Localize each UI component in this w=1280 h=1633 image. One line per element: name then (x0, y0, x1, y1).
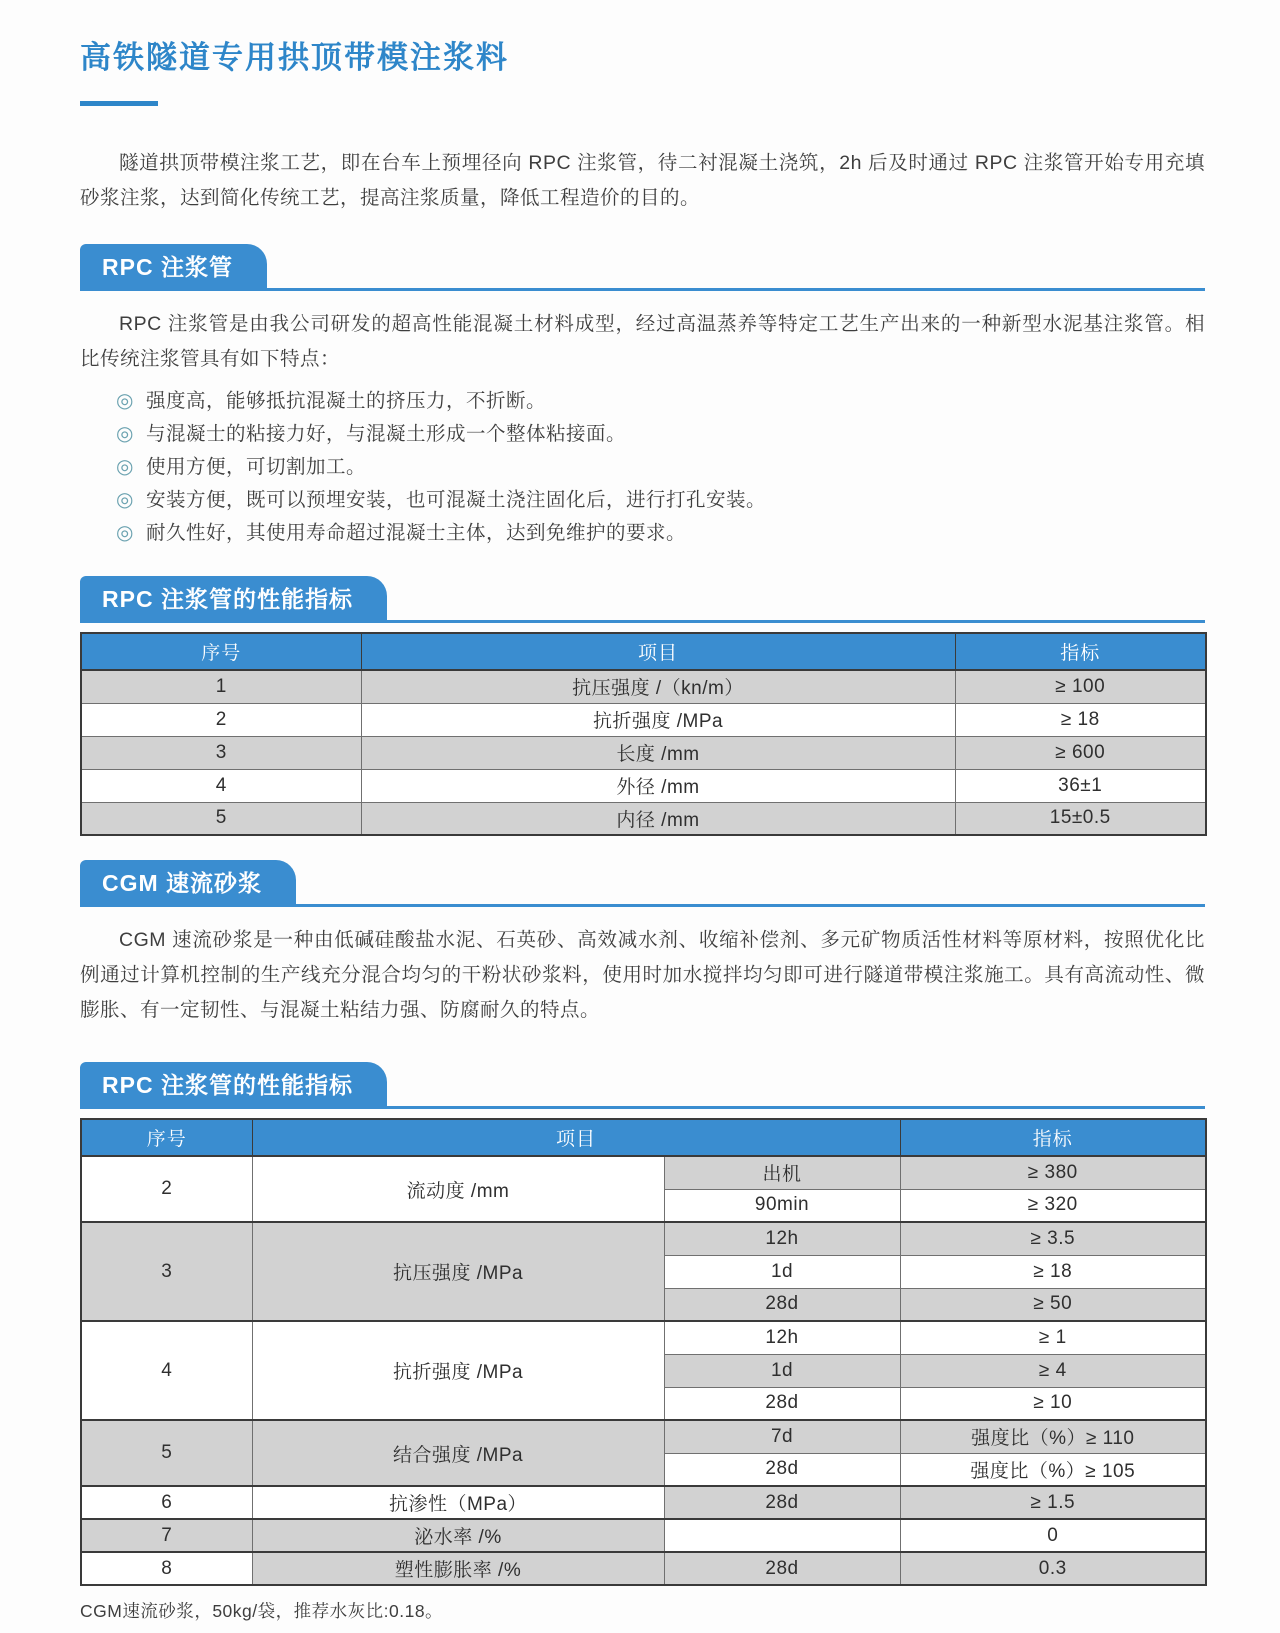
cell-num: 1 (81, 670, 361, 703)
table-header-row (81, 1119, 1206, 1156)
table-row (81, 1156, 1206, 1189)
column-header: 序号 (81, 633, 361, 670)
cell-item: 抗折强度 /MPa (361, 703, 955, 736)
cell-item: 抗压强度 /MPa (252, 1222, 664, 1321)
feature-item (80, 484, 1205, 517)
cell-time: 1d (664, 1255, 900, 1288)
cell-item: 抗折强度 /MPa (252, 1321, 664, 1420)
cell-value: ≥ 100 (955, 670, 1206, 703)
table-row (81, 670, 1206, 703)
intro-paragraph: 隧道拱顶带模注浆工艺，即在台车上预埋径向 RPC 注浆管，待二衬混凝土浇筑，2h 后及时通过 RPC 注浆管开始专用充填砂浆注浆，达到简化传统工艺，提高注浆质量，降低工程造价的目的。 (80, 152, 1205, 209)
cell-value: ≥ 320 (900, 1189, 1206, 1222)
cell-value: ≥ 50 (900, 1288, 1206, 1321)
table-row (81, 1519, 1206, 1552)
section-banner-label: RPC 注浆管的性能指标 (80, 1062, 387, 1106)
cell-num: 6 (81, 1486, 252, 1519)
cell-time: 90min (664, 1189, 900, 1222)
cell-time: 1d (664, 1354, 900, 1387)
rpc-pipe-paragraph: RPC 注浆管是由我公司研发的超高性能混凝土材料成型，经过高温蒸养等特定工艺生产出来的一种新型水泥基注浆管。相比传统注浆管具有如下特点： (80, 313, 1205, 370)
cell-value: ≥ 380 (900, 1156, 1206, 1189)
cell-value: 0 (900, 1519, 1206, 1552)
cell-num: 7 (81, 1519, 252, 1552)
table-row (81, 703, 1206, 736)
table-body (81, 670, 1206, 835)
cell-value: 强度比（%）≥ 105 (900, 1453, 1206, 1486)
cell-value: ≥ 18 (955, 703, 1206, 736)
cell-num: 4 (81, 769, 361, 802)
cell-value: 15±0.5 (955, 802, 1206, 835)
section-banner-rpc-pipe (80, 244, 1205, 291)
bullet-icon: ◎ (116, 489, 134, 511)
cell-num: 2 (81, 703, 361, 736)
cell-item: 流动度 /mm (252, 1156, 664, 1222)
cell-value: ≥ 10 (900, 1387, 1206, 1420)
cell-time: 出机 (664, 1156, 900, 1189)
cell-item: 抗渗性（MPa） (252, 1486, 664, 1519)
feature-text: 安装方便，既可以预埋安装，也可混凝土浇注固化后，进行打孔安装。 (145, 489, 766, 511)
cell-time: 28d (664, 1552, 900, 1585)
rpc-pipe-performance-table (80, 632, 1207, 836)
table-row (81, 1222, 1206, 1255)
table-row (81, 1321, 1206, 1354)
table-row (81, 1486, 1206, 1519)
table-header-row (81, 633, 1206, 670)
title-underline (80, 101, 158, 106)
cell-num: 4 (81, 1321, 252, 1420)
table-row (81, 736, 1206, 769)
section-banner-label: CGM 速流砂浆 (80, 860, 296, 904)
bullet-icon: ◎ (116, 522, 134, 544)
bullet-icon: ◎ (116, 390, 134, 412)
section-banner-cgm-performance (80, 1062, 1205, 1109)
bullet-icon: ◎ (116, 456, 134, 478)
cell-num: 3 (81, 736, 361, 769)
cell-value: ≥ 3.5 (900, 1222, 1206, 1255)
cell-value: 36±1 (955, 769, 1206, 802)
feature-item (80, 451, 1205, 484)
section-banner-label: RPC 注浆管的性能指标 (80, 576, 387, 620)
table-row (81, 1420, 1206, 1453)
cell-item: 抗压强度 /（kn/m） (361, 670, 955, 703)
column-header: 项目 (361, 633, 955, 670)
bullet-icon: ◎ (116, 423, 134, 445)
table-header (81, 1119, 1206, 1156)
cell-time: 7d (664, 1420, 900, 1453)
cell-value: ≥ 1 (900, 1321, 1206, 1354)
cell-value: 强度比（%）≥ 110 (900, 1420, 1206, 1453)
cell-num: 5 (81, 1420, 252, 1486)
column-header: 序号 (81, 1119, 252, 1156)
cell-item: 结合强度 /MPa (252, 1420, 664, 1486)
feature-text: 使用方便，可切割加工。 (145, 456, 366, 478)
rpc-pipe-feature-list (80, 385, 1205, 550)
cell-num: 8 (81, 1552, 252, 1585)
page-title: 高铁隧道专用拱顶带模注浆料 (80, 40, 509, 75)
cell-time: 12h (664, 1222, 900, 1255)
cell-time: 28d (664, 1486, 900, 1519)
table-row (81, 802, 1206, 835)
table-header (81, 633, 1206, 670)
cell-num: 5 (81, 802, 361, 835)
cell-num: 2 (81, 1156, 252, 1222)
feature-item (80, 418, 1205, 451)
cell-value: ≥ 4 (900, 1354, 1206, 1387)
column-header: 项目 (252, 1119, 900, 1156)
table-row (81, 1552, 1206, 1585)
cell-time: 28d (664, 1288, 900, 1321)
feature-item (80, 385, 1205, 418)
cell-value: ≥ 600 (955, 736, 1206, 769)
column-header: 指标 (900, 1119, 1206, 1156)
cell-value: ≥ 1.5 (900, 1486, 1206, 1519)
cgm-paragraph: CGM 速流砂浆是一种由低碱硅酸盐水泥、石英砂、高效减水剂、收缩补偿剂、多元矿物质活性材料等原材料，按照优化比例通过计算机控制的生产线充分混合均匀的干粉状砂浆料，使用时加水搅拌均匀即可进行隧道带模注浆施工。具有高流动性、微膨胀、有一定韧性、与混凝土粘结力强、防腐耐久的特点。 (80, 929, 1205, 1021)
cell-item: 长度 /mm (361, 736, 955, 769)
cell-time: 28d (664, 1453, 900, 1486)
section-banner-cgm-mortar (80, 860, 1205, 907)
cell-item: 泌水率 /% (252, 1519, 664, 1552)
cell-value: 0.3 (900, 1552, 1206, 1585)
column-header: 指标 (955, 633, 1206, 670)
cell-time: 12h (664, 1321, 900, 1354)
cell-time (664, 1519, 900, 1552)
cell-item: 内径 /mm (361, 802, 955, 835)
table-row (81, 769, 1206, 802)
cell-item: 外径 /mm (361, 769, 955, 802)
table-body (81, 1156, 1206, 1585)
cgm-mortar-performance-table (80, 1118, 1207, 1586)
feature-text: 耐久性好，其使用寿命超过混凝士主体，达到免维护的要求。 (145, 522, 686, 544)
cell-time: 28d (664, 1387, 900, 1420)
feature-text: 与混凝士的粘接力好，与混凝土形成一个整体粘接面。 (145, 423, 626, 445)
cell-num: 3 (81, 1222, 252, 1321)
cell-item: 塑性膨胀率 /% (252, 1552, 664, 1585)
feature-text: 强度高，能够抵抗混凝土的挤压力，不折断。 (145, 390, 546, 412)
feature-item (80, 517, 1205, 550)
cell-value: ≥ 18 (900, 1255, 1206, 1288)
footer-note: CGM速流砂浆，50kg/袋，推荐水灰比:0.18。 (80, 1601, 444, 1621)
section-banner-label: RPC 注浆管 (80, 244, 267, 288)
section-banner-rpc-performance (80, 576, 1205, 623)
